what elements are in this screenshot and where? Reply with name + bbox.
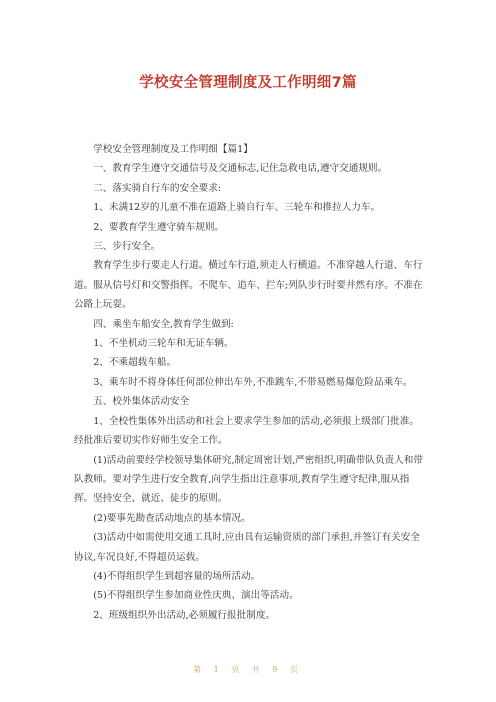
paragraph: (5)不得组织学生参加商业性庆典、演出等活动。 (93, 590, 299, 602)
paragraph: (2)要事先勘查活动地点的基本情况。 (93, 512, 251, 524)
document-body (74, 140, 424, 625)
paragraph: 2、要教育学生遵守骑车规则。 (93, 221, 225, 233)
paragraph: 3、乘车时不将身体任何部位伸出车外,不准跳车,不带易燃易爆危险品乘车。 (93, 376, 413, 388)
paragraph: 1、不坐机动三轮车和无证车辆。 (93, 338, 234, 350)
paragraph: (4)不得组织学生到超容量的场所活动。 (93, 570, 261, 582)
paragraph: (1)活动前要经学校领导集体研究,制定周密计划,严密组织,明确带队负责人和带队教师。要对学生进行安全教育,向学生指出注意事项,教育学生遵守纪律,服从指挥。坚持安全、就近、徒步的原则。 (74, 454, 423, 505)
paragraph: 2、不乘超载车船。 (93, 357, 177, 369)
paragraph: 三、步行安全。 (93, 241, 161, 253)
paragraph: (3)活动中如需使用交通工具时,应由具有运输资质的部门承担,并签订有关安全协议,车况良好,不得超员运载。 (74, 532, 420, 563)
document-title: 学校安全管理制度及工作明细7篇 (139, 75, 357, 91)
paragraph: 1、未满12岁的儿童不准在道路上骑自行车、三轮车和推拉人力车。 (93, 202, 381, 214)
page-number-footer: 第 1 页 共 9 页 (193, 665, 303, 674)
paragraph: 五、校外集体活动安全 (93, 396, 190, 408)
paragraph: 二、落实骑自行车的安全要求: (93, 182, 222, 194)
paragraph: 教育学生步行要走人行道。横过车行道,须走人行横道。不准穿越人行道、车行道。服从信号灯和交警指挥。不爬车、追车、拦车;列队步行时要井然有序。不准在公路上玩耍。 (74, 260, 423, 311)
paragraph: 1、全校性集体外出活动和社会上要求学生参加的活动,必须报上级部门批准。经批准后要切实作好师生安全工作。 (74, 415, 419, 447)
paragraph: 四、乘坐车船安全,教育学生做到: (93, 318, 234, 330)
paragraph: 一、教育学生遵守交通信号及交通标志,记住急救电话,遵守交通规则。 (93, 163, 388, 175)
paragraph: 学校安全管理制度及工作明细【篇1】 (93, 144, 253, 155)
paragraph: 2、班级组织外出活动,必须履行报批制度。 (93, 609, 276, 621)
